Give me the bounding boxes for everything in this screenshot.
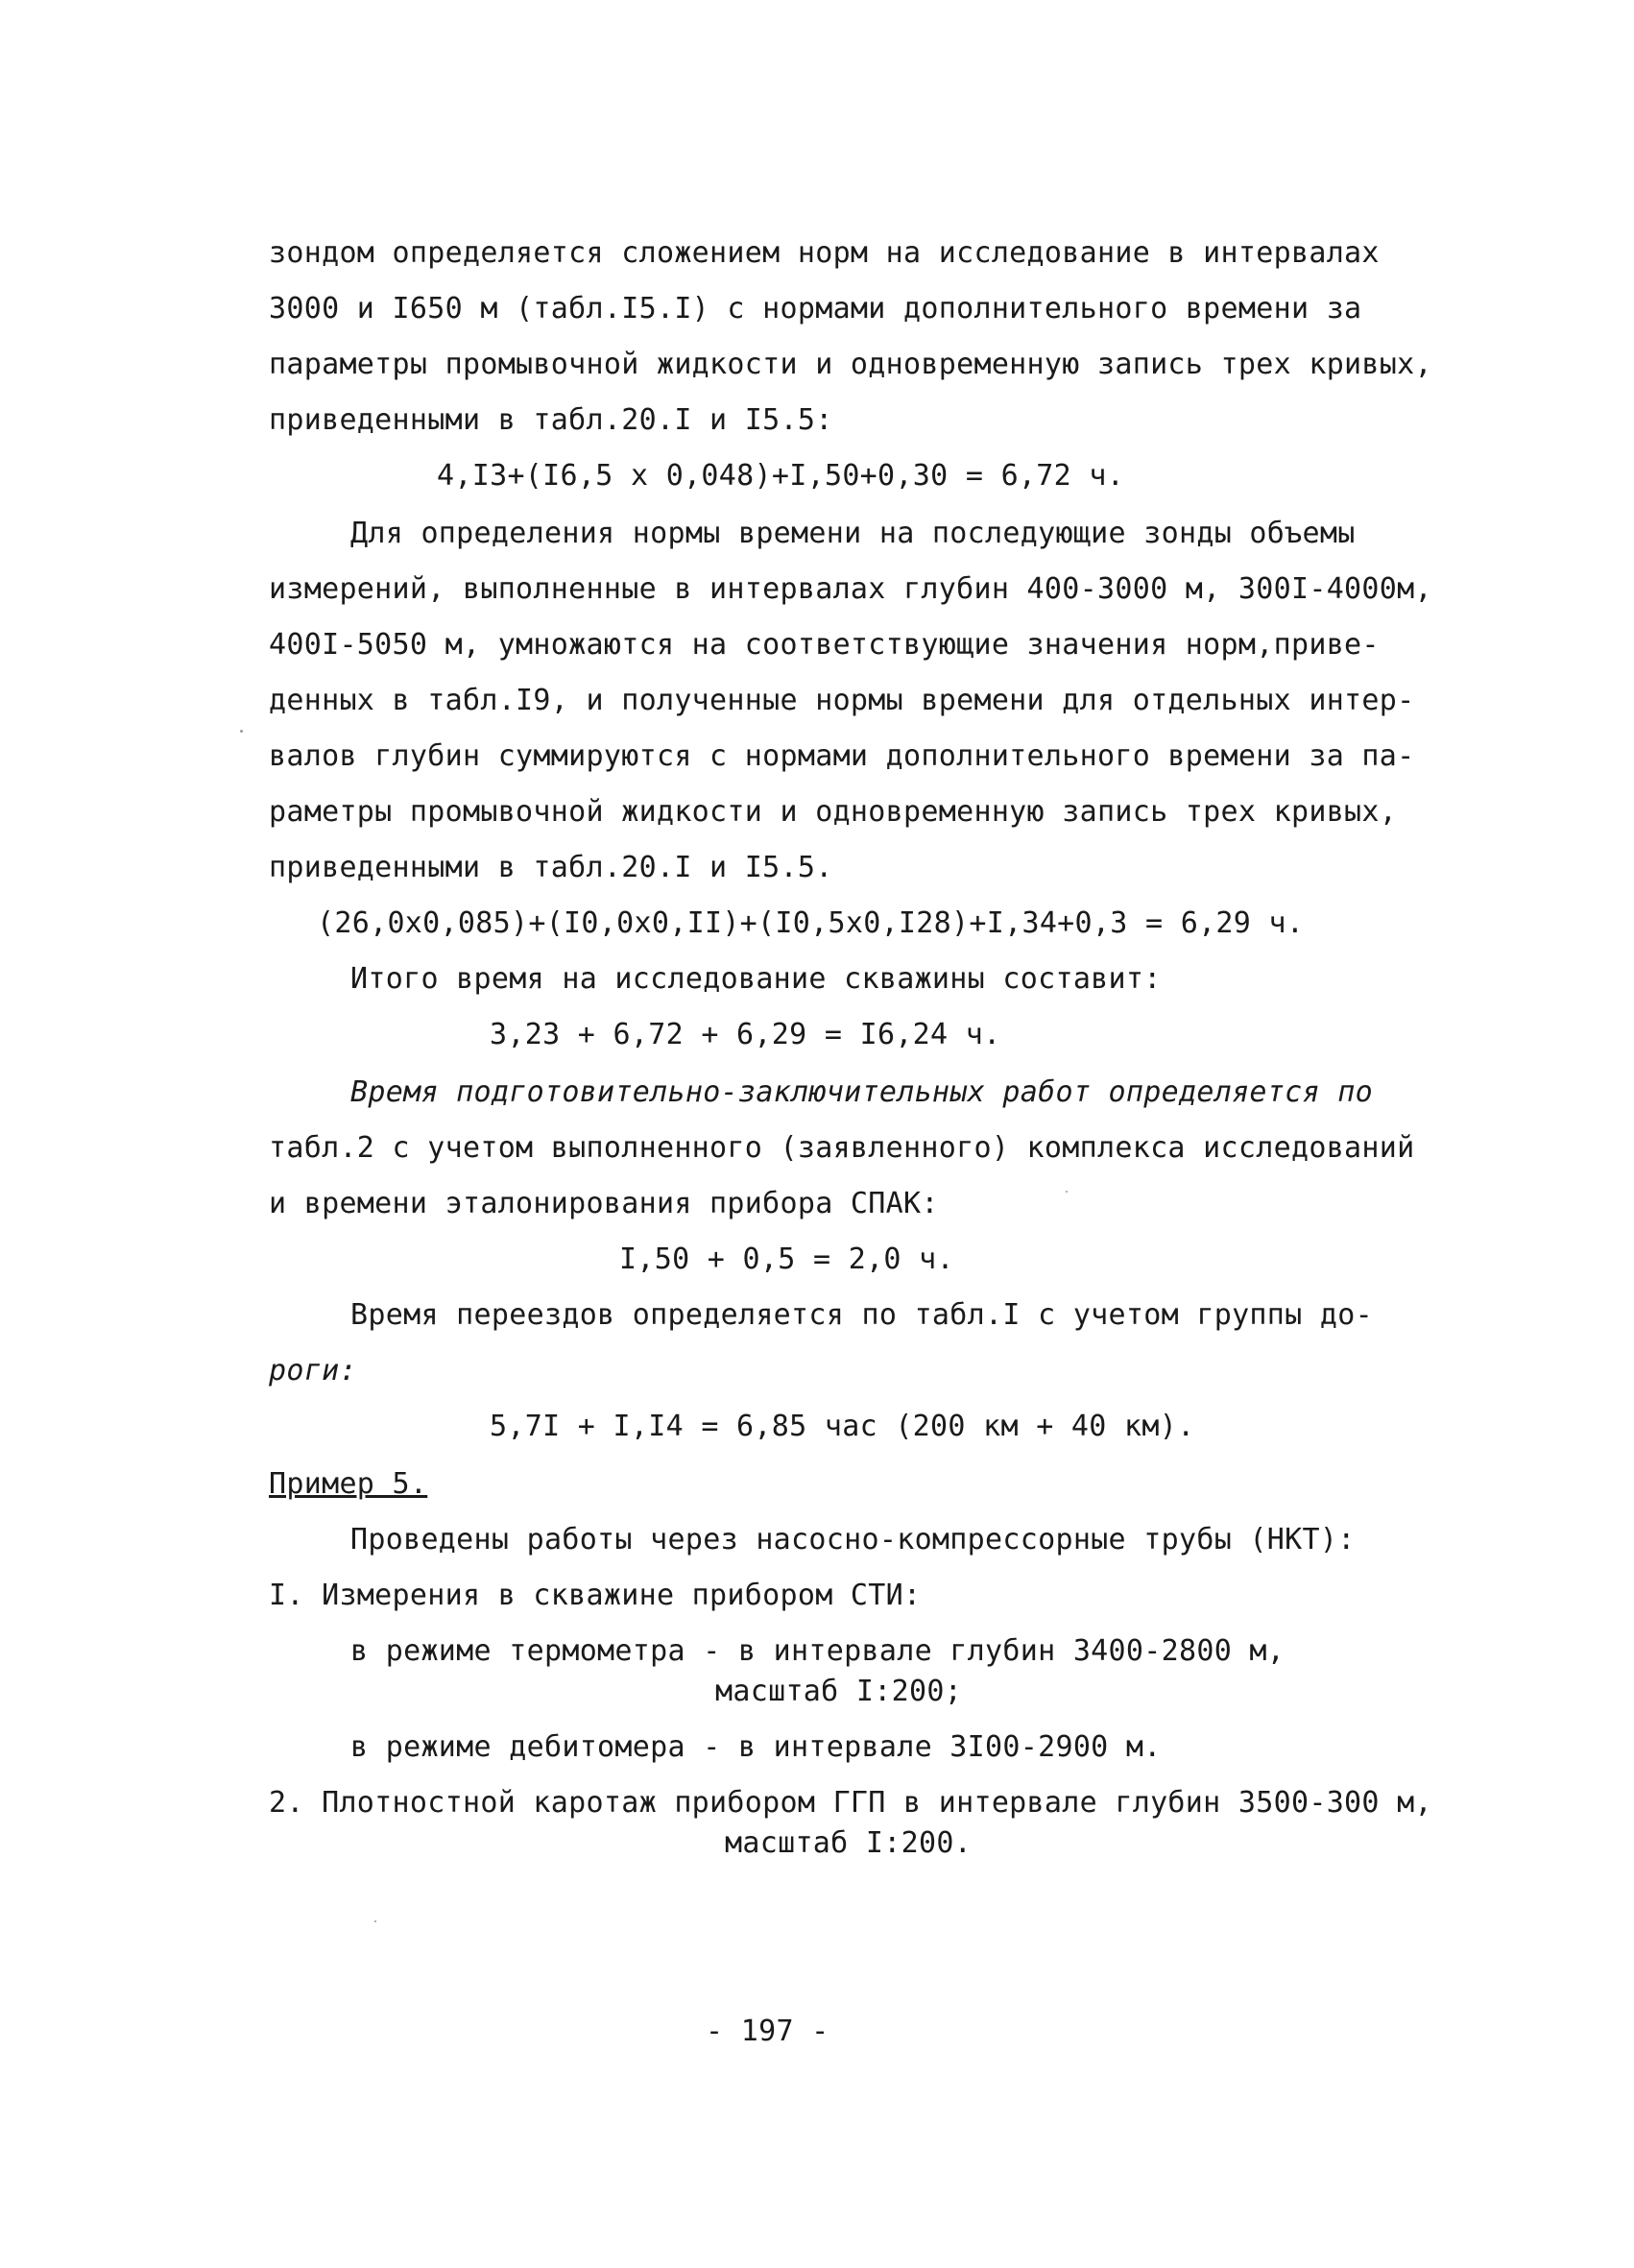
text-line: масштаб I:200; [715,1675,963,1708]
example-heading: Пример 5. [269,1467,428,1501]
formula-line: I,50 + 0,5 = 2,0 ч. [619,1243,954,1276]
text-line: приведенными в табл.20.I и I5.5: [269,403,833,437]
text-line: табл.2 с учетом выполненного (заявленного) комплекса исследований [269,1131,1415,1165]
text-line: валов глубин суммируются с нормами дополнительного времени за па- [269,739,1415,773]
scan-speck [240,730,243,733]
text-line: масштаб I:200. [725,1826,973,1860]
scan-speck [1066,1191,1068,1193]
list-item: I. Измерения в скважине прибором СТИ: [269,1579,922,1612]
list-item: 2. Плотностной каротаж прибором ГГП в интервале глубин 3500-300 м, [269,1786,1432,1820]
formula-line: (26,0x0,085)+(I0,0x0,II)+(I0,5x0,I28)+I,34+0,3 = 6,29 ч. [317,906,1305,940]
scan-speck [374,1920,376,1922]
formula-line: 3,23 + 6,72 + 6,29 = I6,24 ч. [490,1018,1001,1051]
text-line: и времени эталонирования прибора СПАК: [269,1187,939,1220]
text-line: Проведены работы через насосно-компрессорные трубы (НКТ): [350,1523,1356,1556]
text-line: зондом определяется сложением норм на исследование в интервалах [269,236,1380,270]
text-line: измерений, выполненные в интервалах глубин 400-3000 м, 300I-4000м, [269,572,1432,606]
text-line: в режиме дебитомера - в интервале 3I00-2900 м. [350,1730,1162,1764]
text-line: Время переездов определяется по табл.I с учетом группы до- [350,1298,1373,1332]
text-line: Время подготовительно-заключительных работ определяется по [350,1075,1373,1109]
text-line: в режиме термометра - в интервале глубин 3400-2800 м, [350,1634,1286,1668]
page-number: - 197 - [706,2015,829,2048]
text-line: Итого время на исследование скважины составит: [350,962,1162,996]
formula-line: 4,I3+(I6,5 x 0,048)+I,50+0,30 = 6,72 ч. [437,459,1125,493]
text-line: роги: [269,1354,357,1387]
text-line: денных в табл.I9, и полученные нормы времени для отдельных интер- [269,684,1415,717]
formula-line: 5,7I + I,I4 = 6,85 час (200 км + 40 км). [490,1410,1195,1443]
text-line: раметры промывочной жидкости и одновременную запись трех кривых, [269,795,1398,829]
text-line: 400I-5050 м, умножаются на соответствующие значения норм,приве- [269,628,1380,662]
text-line: Для определения нормы времени на последующие зонды объемы [350,517,1356,550]
text-line: приведенными в табл.20.I и I5.5. [269,851,833,884]
text-line: параметры промывочной жидкости и одновременную запись трех кривых, [269,348,1432,381]
text-line: 3000 и I650 м (табл.I5.I) с нормами дополнительного времени за [269,292,1362,326]
